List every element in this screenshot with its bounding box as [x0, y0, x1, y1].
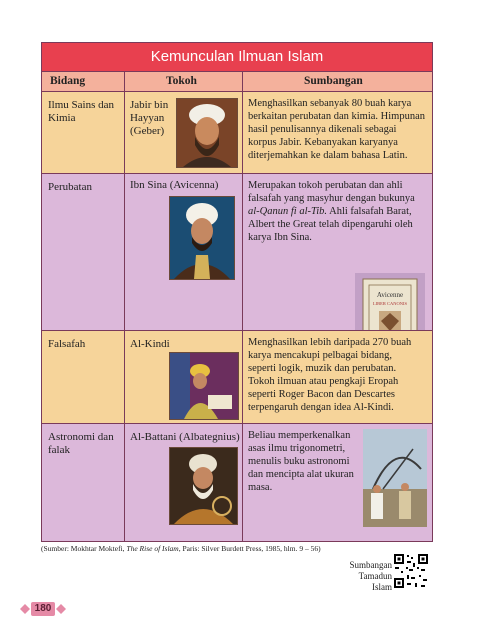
- row-figure: Jabir bin Hayyan (Geber): [130, 99, 169, 137]
- source-citation: (Sumber: Mokhtar Moktefi, The Rise of Islam, Paris: Silver Burdett Press, 1985, hlm. 9 – 56): [41, 544, 321, 553]
- astrolabe-illustration: [363, 429, 427, 527]
- table-row: [42, 330, 432, 423]
- table-header: [42, 71, 432, 91]
- header-bidang: Bidang: [50, 75, 86, 87]
- al-kindi-portrait: [169, 352, 239, 420]
- row-field: Perubatan: [48, 181, 92, 193]
- column-divider: [242, 71, 243, 541]
- page-number: 180: [34, 603, 52, 614]
- row-figure: Al-Kindi: [130, 338, 170, 350]
- qr-code[interactable]: [393, 553, 429, 589]
- row-divider: [42, 330, 432, 331]
- book-subtitle: LIBER CANONIS: [372, 301, 408, 306]
- row-description: Menghasilkan sebanyak 80 buah karya berkaitan perubatan dan kimia. Himpunan hasil penulisannya dikenali sebagai korpus Jabir. Kebanyakan karyanya diterjemahkan ke dalam bahasa Latin.: [248, 98, 425, 161]
- row-description: Merupakan tokoh perubatan dan ahli falsafah yang masyhur dengan bukunya al-Qanun fi al-Tib. Ahli falsafah Barat, Albert the Great telah dipengaruhi oleh karya Ibn Sina.: [248, 180, 415, 243]
- qr-caption: Sumbangan Tamadun Islam: [349, 560, 392, 592]
- row-divider: [42, 91, 432, 92]
- column-divider: [124, 71, 125, 541]
- row-description: Menghasilkan lebih daripada 270 buah karya mencakupi pelbagai bidang, seperti logik, muzik dan perubatan. Tokoh ilmuan atau pengkaji Eropah seperti Roger Bacon dan Descartes terpengaruh dengan idea Al-Kindi.: [248, 337, 412, 413]
- header-sumbangan: Sumbangan: [304, 75, 363, 87]
- row-field: Astronomi dan falak: [48, 431, 114, 456]
- row-field: Ilmu Sains dan Kimia: [48, 99, 114, 124]
- row-divider: [42, 423, 432, 424]
- al-battani-portrait: [169, 447, 238, 525]
- page-number-badge: [17, 601, 69, 617]
- row-divider: [42, 173, 432, 174]
- jabir-portrait: [176, 98, 238, 168]
- table-row: [42, 91, 432, 173]
- table-row: [42, 173, 432, 330]
- table-title: Kemunculan Ilmuan Islam: [42, 43, 432, 71]
- book-title: Avicenne: [376, 291, 404, 299]
- table-row: [42, 423, 432, 541]
- header-tokoh: Tokoh: [166, 75, 197, 87]
- ibn-sina-portrait: [169, 196, 235, 280]
- row-figure: Al-Battani (Albategnius): [130, 431, 240, 443]
- row-field: Falsafah: [48, 338, 86, 350]
- row-figure: Ibn Sina (Avicenna): [130, 179, 219, 191]
- ilmuan-table: [41, 42, 433, 542]
- row-description: Beliau memperkenalkan asas ilmu trigonometri, menulis buku astronomi dan mencipta alat ukuran masa.: [248, 430, 354, 493]
- row-divider: [42, 71, 432, 72]
